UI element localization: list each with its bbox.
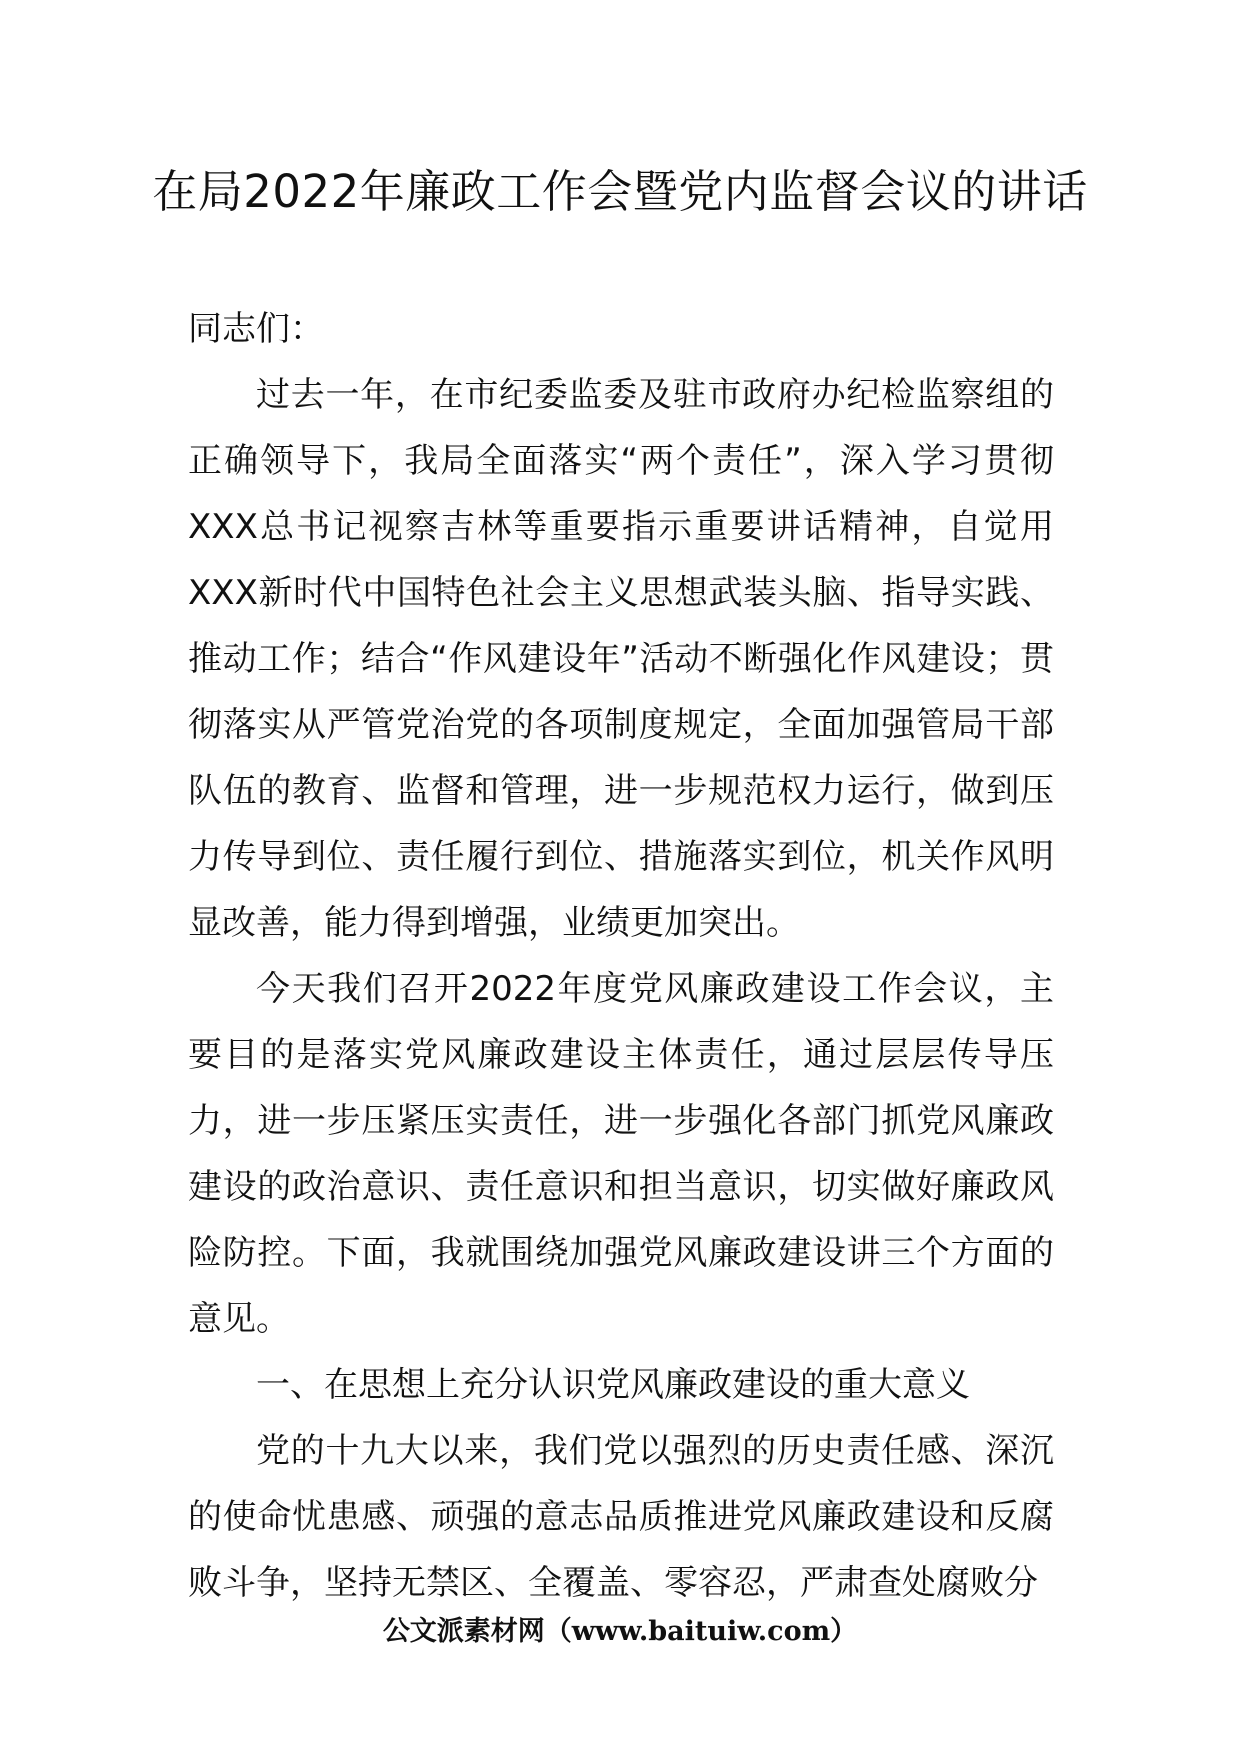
paragraph-3: 党的十九大以来，我们党以强烈的历史责任感、深沉的使命忧患感、顽强的意志品质推进党风廉政建设和反腐败斗争，坚持无禁区、全覆盖、零容忍，严肃查处腐败分 — [188, 1431, 1054, 1603]
footer-watermark: 公文派素材网（www.baituiw.com） — [382, 1616, 858, 1647]
section-heading: 一、在思想上充分认识党风廉政建设的重大意义 — [256, 1365, 970, 1405]
paragraph-1: 过去一年，在市纪委监委及驻市政府办纪检监察组的正确领导下，我局全面落实“两个责任”，深入学习贯彻XXX总书记视察吉林等重要指示重要讲话精神，自觉用XXX新时代中国特色社会主义思想武装头脑、指导实践、推动工作；结合“作风建设年”活动不断强化作风建设；贯彻落实从严管党治党的各项制度规定，全面加强管局干部队伍的教育、监督和管理，进一步规范权力运行，做到压力传导到位、责任履行到位、措施落实到位，机关作风明显改善，能力得到增强，业绩更加突出。 — [188, 375, 1054, 943]
paragraph-2: 今天我们召开2022年度党风廉政建设工作会议，主要目的是落实党风廉政建设主体责任，通过层层传导压力，进一步压紧压实责任，进一步强化各部门抓党风廉政建设的政治意识、责任意识和担当意识，切实做好廉政风险防控。下面，我就围绕加强党风廉政建设讲三个方面的意见。 — [188, 969, 1054, 1339]
document-title: 在局2022年廉政工作会暨党内监督会议的讲话 — [152, 165, 1088, 218]
document-body — [188, 296, 1054, 1616]
salutation: 同志们： — [188, 309, 324, 349]
